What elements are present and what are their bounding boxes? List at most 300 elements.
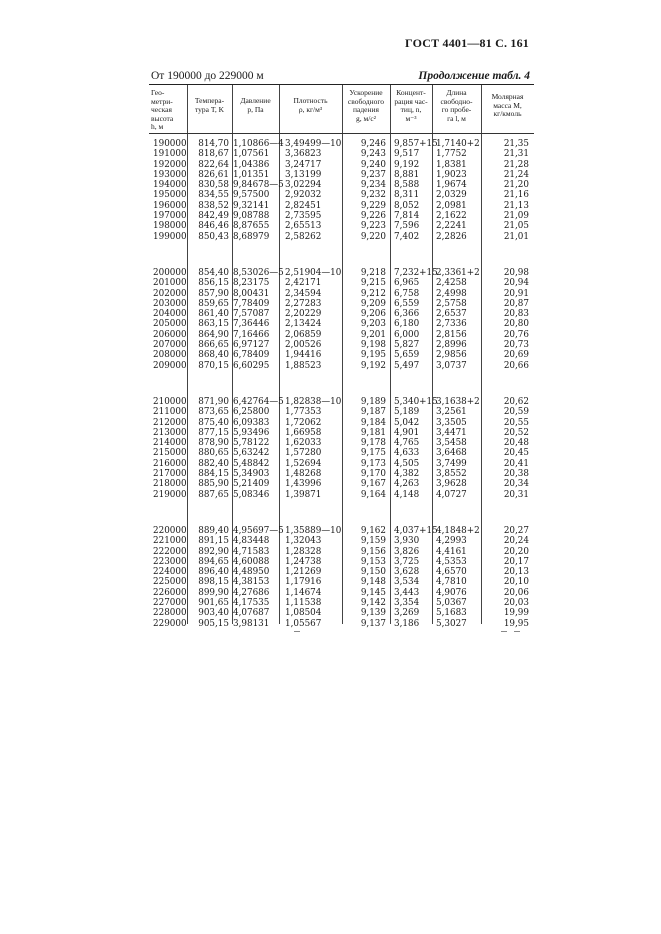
col-header-temperature: Темпера- тура T, K: [194, 96, 225, 114]
cell-gravity: 9,175: [360, 448, 386, 459]
cell-density: 1,48268: [285, 469, 322, 480]
cell-temperature: 863,15: [198, 319, 229, 330]
cell-temperature: 899,90: [198, 587, 229, 598]
cell-pressure: 9,32141: [233, 200, 270, 211]
cell-pressure: 6,09383: [233, 417, 270, 428]
cell-gravity: 9,164: [360, 489, 386, 500]
cell-molar-mass: 20,38: [503, 469, 529, 480]
cell-gravity: 9,137: [360, 618, 386, 629]
cell-pressure: 9,84678—5: [233, 180, 284, 191]
cell-density: 2,34594: [285, 288, 322, 299]
cell-concentration: 4,505: [394, 458, 420, 469]
table-row: [149, 309, 534, 319]
cell-temperature: 864,90: [198, 329, 229, 340]
cell-altitude: 191000: [153, 149, 187, 160]
cell-density: 2,58262: [285, 231, 322, 242]
cell-molar-mass: 20,31: [503, 489, 529, 500]
cell-free-path: 2,1622: [436, 211, 467, 222]
col-header-concentration: Концент- рация час- тиц, n, м⁻³: [394, 88, 428, 123]
cell-concentration: 9,857+15: [394, 139, 438, 149]
cell-free-path: 4,6570: [436, 567, 467, 578]
cell-free-path: 4,1848+2: [436, 525, 480, 536]
cell-temperature: 878,90: [198, 438, 229, 449]
cell-concentration: 8,881: [394, 169, 420, 180]
cell-gravity: 9,240: [360, 159, 386, 170]
cell-concentration: 5,189: [394, 407, 420, 418]
cell-concentration: 3,826: [394, 546, 420, 557]
cell-free-path: 3,3505: [436, 417, 467, 428]
cell-temperature: 873,65: [198, 407, 229, 418]
cell-temperature: 882,40: [198, 458, 229, 469]
cell-pressure: 7,57087: [233, 309, 270, 320]
cell-gravity: 9,218: [360, 267, 386, 278]
cell-density: 1,08504: [285, 608, 322, 619]
cell-molar-mass: 20,94: [503, 278, 529, 289]
cell-molar-mass: 20,91: [503, 288, 529, 299]
cell-density: 2,13424: [285, 319, 322, 330]
table-row: [149, 190, 534, 200]
cell-altitude: 193000: [153, 169, 187, 180]
cell-free-path: 3,8552: [436, 469, 467, 480]
cell-altitude: 208000: [153, 350, 187, 361]
cell-concentration: 3,186: [394, 618, 420, 629]
cell-density: 2,82451: [285, 200, 322, 211]
table-row: [149, 469, 534, 479]
cell-altitude: 216000: [153, 458, 187, 469]
cell-gravity: 9,167: [360, 479, 386, 490]
cell-temperature: 830,58: [198, 180, 229, 191]
cell-pressure: 3,98131: [233, 618, 270, 629]
cell-free-path: 2,4258: [436, 278, 467, 289]
cell-concentration: 5,827: [394, 340, 420, 351]
cell-altitude: 207000: [153, 340, 187, 351]
cell-gravity: 9,229: [360, 200, 386, 211]
cell-gravity: 9,220: [360, 231, 386, 242]
cell-altitude: 229000: [153, 618, 187, 629]
cell-free-path: 2,2241: [436, 221, 467, 232]
cell-concentration: 7,814: [394, 211, 420, 222]
cell-density: 2,20229: [285, 309, 322, 320]
table-row: [149, 459, 534, 469]
cell-concentration: 4,633: [394, 448, 420, 459]
cell-concentration: 7,402: [394, 231, 420, 242]
cell-free-path: 2,5758: [436, 298, 467, 309]
cell-gravity: 9,206: [360, 309, 386, 320]
cell-pressure: 4,07687: [233, 608, 270, 619]
cell-gravity: 9,201: [360, 329, 386, 340]
cell-gravity: 9,159: [360, 536, 386, 547]
cell-concentration: 8,311: [394, 190, 420, 201]
cell-concentration: 5,497: [394, 360, 420, 371]
cell-density: 1,52694: [285, 458, 322, 469]
cell-temperature: 850,43: [198, 231, 229, 242]
cell-concentration: 3,628: [394, 567, 420, 578]
cell-gravity: 9,150: [360, 567, 386, 578]
cell-altitude: 201000: [153, 278, 187, 289]
cell-temperature: 856,15: [198, 278, 229, 289]
cell-temperature: 861,40: [198, 309, 229, 320]
cell-concentration: 6,965: [394, 278, 420, 289]
cell-free-path: 4,4161: [436, 546, 467, 557]
cell-altitude: 211000: [153, 407, 187, 418]
table-row: [149, 319, 534, 329]
cell-free-path: 3,0737: [436, 360, 467, 371]
cell-altitude: 206000: [153, 329, 187, 340]
page-header: ГОСТ 4401—81 С. 161: [405, 36, 529, 50]
table-row: [149, 619, 534, 629]
cell-temperature: 875,40: [198, 417, 229, 428]
cell-free-path: 4,9076: [436, 587, 467, 598]
cell-gravity: 9,203: [360, 319, 386, 330]
cell-density: 1,77353: [285, 407, 322, 418]
cell-altitude: 227000: [153, 597, 187, 608]
cell-altitude: 212000: [153, 417, 187, 428]
cell-free-path: 3,1638+2: [436, 396, 480, 407]
table-row: [149, 268, 534, 278]
cell-pressure: 5,93496: [233, 427, 270, 438]
cell-molar-mass: 20,13: [503, 567, 529, 578]
cell-density: 2,65513: [285, 221, 322, 232]
cell-pressure: 8,68979: [233, 231, 270, 242]
cell-temperature: 826,61: [198, 169, 229, 180]
cell-molar-mass: 20,73: [503, 340, 529, 351]
cell-gravity: 9,192: [360, 360, 386, 371]
cell-gravity: 9,178: [360, 438, 386, 449]
cell-density: 1,72062: [285, 417, 322, 428]
cell-gravity: 9,153: [360, 556, 386, 567]
cell-pressure: 5,78122: [233, 438, 270, 449]
cell-concentration: 3,534: [394, 577, 420, 588]
table-row: [149, 299, 534, 309]
cell-temperature: 891,15: [198, 536, 229, 547]
cell-altitude: 214000: [153, 438, 187, 449]
cell-concentration: 4,901: [394, 427, 420, 438]
row-group: [149, 139, 534, 242]
table-row: [149, 201, 534, 211]
cell-temperature: 884,15: [198, 469, 229, 480]
cell-concentration: 7,596: [394, 221, 420, 232]
cell-gravity: 9,170: [360, 469, 386, 480]
cell-pressure: 4,95697—5: [233, 525, 284, 536]
cell-altitude: 195000: [153, 190, 187, 201]
table-row: [149, 490, 534, 500]
row-group: [149, 397, 534, 500]
cell-temperature: 880,65: [198, 448, 229, 459]
cell-free-path: 4,5353: [436, 556, 467, 567]
cell-altitude: 198000: [153, 221, 187, 232]
cell-altitude: 200000: [153, 267, 187, 278]
table-row: [149, 438, 534, 448]
cell-density: 1,66958: [285, 427, 322, 438]
cell-pressure: 6,78409: [233, 350, 270, 361]
cell-density: 3,36823: [285, 149, 322, 160]
cell-pressure: 1,01351: [233, 169, 270, 180]
cell-concentration: 3,443: [394, 587, 420, 598]
cell-pressure: 1,10866—4: [233, 139, 284, 149]
cell-free-path: 2,3361+2: [436, 267, 480, 278]
cell-pressure: 4,60088: [233, 556, 270, 567]
cell-concentration: 3,725: [394, 556, 420, 567]
cell-gravity: 9,243: [360, 149, 386, 160]
cell-pressure: 1,07561: [233, 149, 270, 160]
cell-concentration: 5,659: [394, 350, 420, 361]
cell-pressure: 6,42764—5: [233, 396, 284, 407]
cell-altitude: 223000: [153, 556, 187, 567]
cell-molar-mass: 19,95: [503, 618, 529, 629]
cell-gravity: 9,226: [360, 211, 386, 222]
cell-pressure: 8,87655: [233, 221, 270, 232]
col-header-gravity: Ускорение свободного падения g, м/с²: [347, 88, 385, 123]
cell-free-path: 2,8996: [436, 340, 467, 351]
cell-molar-mass: 20,17: [503, 556, 529, 567]
cell-molar-mass: 20,87: [503, 298, 529, 309]
table-body: [149, 139, 534, 629]
cell-temperature: 859,65: [198, 298, 229, 309]
cell-gravity: 9,145: [360, 587, 386, 598]
table-row: [149, 278, 534, 288]
table-row: [149, 397, 534, 407]
cell-altitude: 205000: [153, 319, 187, 330]
cell-gravity: 9,184: [360, 417, 386, 428]
cell-temperature: 896,40: [198, 567, 229, 578]
table-row: [149, 330, 534, 340]
table-row: [149, 418, 534, 428]
table-row: [149, 289, 534, 299]
cell-molar-mass: 20,66: [503, 360, 529, 371]
cell-density: 2,73595: [285, 211, 322, 222]
cell-gravity: 9,162: [360, 525, 386, 536]
cell-pressure: 4,71583: [233, 546, 270, 557]
cell-gravity: 9,181: [360, 427, 386, 438]
cell-molar-mass: 20,41: [503, 458, 529, 469]
cell-altitude: 196000: [153, 200, 187, 211]
cell-density: 1,32043: [285, 536, 322, 547]
cell-free-path: 1,8381: [436, 159, 467, 170]
cell-temperature: 905,15: [198, 618, 229, 629]
cell-altitude: 209000: [153, 360, 187, 371]
cell-altitude: 224000: [153, 567, 187, 578]
cell-temperature: 834,55: [198, 190, 229, 201]
cell-density: 1,17916: [285, 577, 322, 588]
cell-altitude: 213000: [153, 427, 187, 438]
cell-molar-mass: 21,01: [503, 231, 529, 242]
table-row: [149, 598, 534, 608]
cell-free-path: 2,7336: [436, 319, 467, 330]
cell-concentration: 6,559: [394, 298, 420, 309]
cell-concentration: 4,765: [394, 438, 420, 449]
cell-molar-mass: 20,27: [503, 525, 529, 536]
table-row: [149, 479, 534, 489]
cell-concentration: 6,180: [394, 319, 420, 330]
cell-pressure: 7,78409: [233, 298, 270, 309]
cell-density: 1,39871: [285, 489, 322, 500]
cell-pressure: 5,08346: [233, 489, 270, 500]
cell-density: 1,28328: [285, 546, 322, 557]
cell-free-path: 3,6468: [436, 448, 467, 459]
table-row: [149, 536, 534, 546]
cell-temperature: 901,65: [198, 597, 229, 608]
table-row: [149, 547, 534, 557]
table-row: [149, 350, 534, 360]
table-row: [149, 361, 534, 371]
cell-gravity: 9,142: [360, 597, 386, 608]
cell-pressure: 4,17535: [233, 597, 270, 608]
col-header-altitude: Гео- метри- ческая высота h, м: [151, 88, 174, 132]
cell-free-path: 5,1683: [436, 608, 467, 619]
cell-molar-mass: 20,24: [503, 536, 529, 547]
cell-temperature: 838,52: [198, 200, 229, 211]
cell-concentration: 3,354: [394, 597, 420, 608]
cell-density: 1,62033: [285, 438, 322, 449]
cell-pressure: 4,27686: [233, 587, 270, 598]
table-row: [149, 180, 534, 190]
cell-gravity: 9,187: [360, 407, 386, 418]
cell-altitude: 197000: [153, 211, 187, 222]
cell-molar-mass: 20,34: [503, 479, 529, 490]
cell-free-path: 4,7810: [436, 577, 467, 588]
cell-concentration: 6,366: [394, 309, 420, 320]
cell-temperature: 870,15: [198, 360, 229, 371]
range-label: От 190000 до 229000 м: [151, 70, 264, 82]
cell-temperature: 894,65: [198, 556, 229, 567]
table-row: [149, 149, 534, 159]
cell-pressure: 6,97127: [233, 340, 270, 351]
cell-molar-mass: 20,20: [503, 546, 529, 557]
cell-density: 1,88523: [285, 360, 322, 371]
col-header-density: Плотность ρ, кг/м³: [293, 96, 328, 114]
table-row: [149, 407, 534, 417]
cell-density: 3,49499—10: [285, 139, 342, 149]
cell-free-path: 2,0329: [436, 190, 467, 201]
cell-gravity: 9,148: [360, 577, 386, 588]
cell-temperature: 857,90: [198, 288, 229, 299]
cell-density: 1,14674: [285, 587, 322, 598]
cell-altitude: 217000: [153, 469, 187, 480]
cell-concentration: 4,037+15: [394, 525, 438, 536]
cell-temperature: 877,15: [198, 427, 229, 438]
table-row: [149, 608, 534, 618]
cell-pressure: 7,36446: [233, 319, 270, 330]
table-row: [149, 526, 534, 536]
table-row: [149, 340, 534, 350]
cell-concentration: 6,000: [394, 329, 420, 340]
cell-altitude: 194000: [153, 180, 187, 191]
cell-concentration: 7,232+15: [394, 267, 438, 278]
cell-free-path: 2,8156: [436, 329, 467, 340]
cell-density: 1,05567: [285, 618, 322, 629]
cell-free-path: 1,9023: [436, 169, 467, 180]
cell-molar-mass: 20,69: [503, 350, 529, 361]
cell-gravity: 9,234: [360, 180, 386, 191]
cell-gravity: 9,209: [360, 298, 386, 309]
cell-free-path: 3,4471: [436, 427, 467, 438]
cell-concentration: 6,758: [394, 288, 420, 299]
cell-concentration: 9,517: [394, 149, 420, 160]
cell-free-path: 5,3027: [436, 618, 467, 629]
cell-temperature: 814,70: [198, 139, 229, 149]
table-row: [149, 588, 534, 598]
cell-pressure: 6,25800: [233, 407, 270, 418]
cell-molar-mass: 21,09: [503, 211, 529, 222]
cell-pressure: 5,21409: [233, 479, 270, 490]
cell-altitude: 192000: [153, 159, 187, 170]
cell-gravity: 9,246: [360, 139, 386, 149]
table-continuation-label: Продолжение табл. 4: [418, 70, 530, 82]
cell-concentration: 5,340+15: [394, 396, 438, 407]
cell-altitude: 225000: [153, 577, 187, 588]
cell-pressure: 6,60295: [233, 360, 270, 371]
cell-free-path: 1,7752: [436, 149, 467, 160]
cell-density: 2,92032: [285, 190, 322, 201]
cell-pressure: 8,00431: [233, 288, 270, 299]
cell-molar-mass: 20,52: [503, 427, 529, 438]
cell-density: 1,94416: [285, 350, 322, 361]
cell-temperature: 822,64: [198, 159, 229, 170]
cell-density: 1,11538: [285, 597, 322, 608]
cell-density: 1,43996: [285, 479, 322, 490]
cell-altitude: 220000: [153, 525, 187, 536]
cell-density: 1,24738: [285, 556, 322, 567]
cell-free-path: 2,9856: [436, 350, 467, 361]
cell-altitude: 221000: [153, 536, 187, 547]
cell-free-path: 3,7499: [436, 458, 467, 469]
cell-pressure: 9,08788: [233, 211, 270, 222]
cell-molar-mass: 20,76: [503, 329, 529, 340]
table-row: [149, 160, 534, 170]
cell-free-path: 3,5458: [436, 438, 467, 449]
cell-pressure: 7,16466: [233, 329, 270, 340]
cell-molar-mass: 21,35: [503, 139, 529, 149]
cell-altitude: 218000: [153, 479, 187, 490]
table-row: [149, 577, 534, 587]
table-row: [149, 211, 534, 221]
cell-pressure: 5,63242: [233, 448, 270, 459]
cell-free-path: 1,9674: [436, 180, 467, 191]
cell-altitude: 210000: [153, 396, 187, 407]
cell-temperature: 903,40: [198, 608, 229, 619]
cell-density: 2,06859: [285, 329, 322, 340]
cell-temperature: 854,40: [198, 267, 229, 278]
cell-altitude: 219000: [153, 489, 187, 500]
cell-density: 1,57280: [285, 448, 322, 459]
cell-density: 2,51904—10: [285, 267, 342, 278]
table-row: [149, 567, 534, 577]
cell-gravity: 9,139: [360, 608, 386, 619]
cell-gravity: 9,173: [360, 458, 386, 469]
cell-temperature: 885,90: [198, 479, 229, 490]
cell-density: 1,21269: [285, 567, 322, 578]
cell-altitude: 199000: [153, 231, 187, 242]
cell-temperature: 887,65: [198, 489, 229, 500]
cell-pressure: 4,48950: [233, 567, 270, 578]
cell-density: 3,24717: [285, 159, 322, 170]
row-group: [149, 268, 534, 371]
cell-altitude: 202000: [153, 288, 187, 299]
cell-density: 3,02294: [285, 180, 322, 191]
table-row: [149, 221, 534, 231]
cell-temperature: 866,65: [198, 340, 229, 351]
cell-gravity: 9,223: [360, 221, 386, 232]
cell-molar-mass: 21,05: [503, 221, 529, 232]
cell-gravity: 9,215: [360, 278, 386, 289]
cell-molar-mass: 20,48: [503, 438, 529, 449]
cell-free-path: 3,2561: [436, 407, 467, 418]
cell-molar-mass: 20,98: [503, 267, 529, 278]
cell-pressure: 1,04386: [233, 159, 270, 170]
cell-altitude: 203000: [153, 298, 187, 309]
cell-concentration: 4,382: [394, 469, 420, 480]
table-row: [149, 139, 534, 149]
